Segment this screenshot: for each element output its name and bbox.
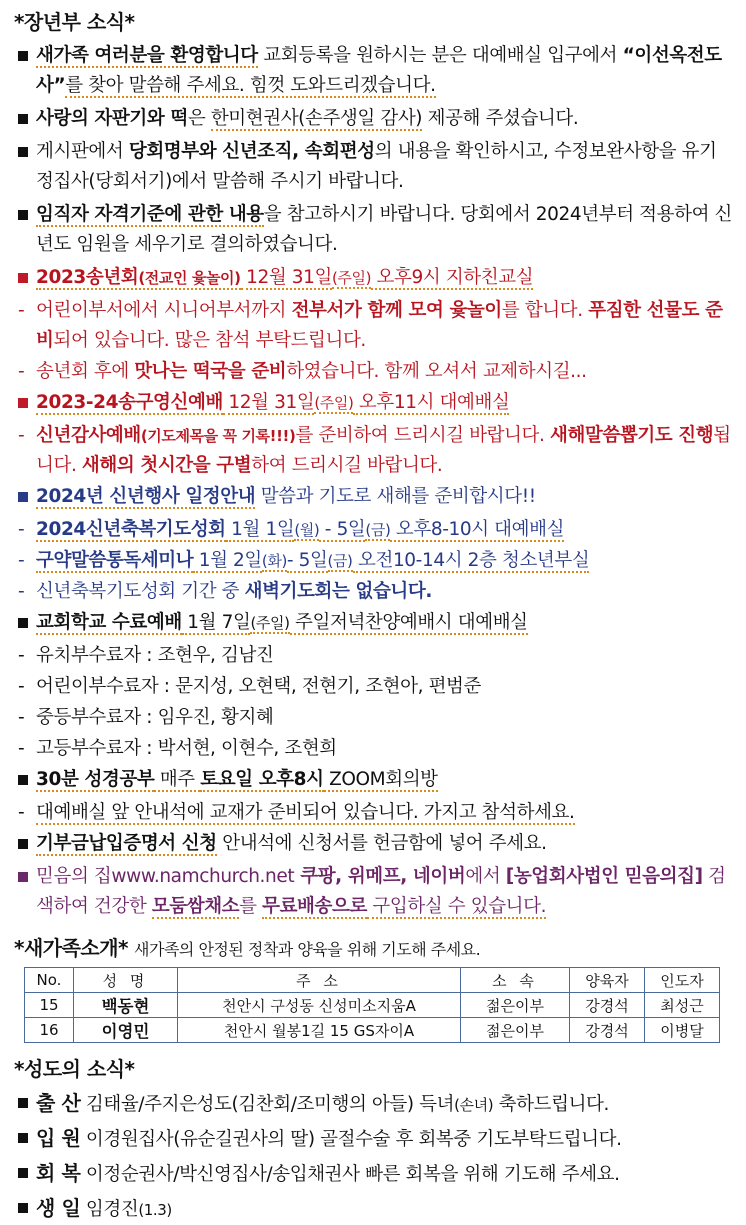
saints-section-title: *성도의 소식*: [14, 1057, 135, 1081]
news-sub-seminar: - 구약말씀통독세미나 1월 2일(화)- 5일(금) 오전10-14시 2층 청소년부실: [18, 550, 590, 571]
news-item-graduation: 교회학교 수료예배 1월 7일(주일) 주일저녁찬양예배시 대예배실: [14, 608, 732, 638]
news-sub-yut: - 어린이부서에서 시니어부서까지 전부서가 함께 모여 윷놀이를 합니다. 푸짐한 선물도 준비되어 있습니다. 많은 참석 부탁드립니다.: [18, 300, 723, 351]
grad-list-item: - 어린이부수료자 : 문지성, 오현택, 전현기, 조현아, 편범준: [18, 676, 482, 697]
grad-list-item: - 유치부수료자 : 조현우, 김남진: [18, 645, 274, 666]
news-sub-thanksgiving: - 신년감사예배(기도제목을 꼭 기록!!!)를 준비하여 드리시길 바랍니다. 새해말씀뽑기도 진행됩니다. 새해의 첫시간을 구별하여 드리시길 바랍니다.: [18, 425, 731, 476]
square-bullet-icon: [18, 273, 28, 283]
news-item-welcome: 새가족 여러분을 환영합니다 교회등록을 원하시는 분은 대예배실 입구에서 “이선옥전도사”를 찾아 말씀해 주세요. 힘껏 도와드리겠습니다.: [14, 41, 732, 101]
news-item-board: 게시판에서 당회명부와 신년조직, 속회편성의 내용을 확인하시고, 수정보완사항을 유기정집사(당회서기)에서 말씀해 주시기 바랍니다.: [14, 137, 732, 197]
table-row: 16 이영민 천안시 월봉1길 15 GS자이A 젊은이부 강경석 이병달: [25, 1018, 720, 1043]
news-item-2024-schedule: 2024년 신년행사 일정안내 말씀과 기도로 새해를 준비합시다!!: [14, 482, 732, 512]
square-bullet-icon: [18, 398, 28, 408]
newfamily-table: [24, 967, 720, 1043]
square-bullet-icon: [18, 618, 28, 628]
newfamily-section-title: *새가족소개* 새가족의 안정된 정착과 양육을 위해 기도해 주세요.: [14, 936, 481, 960]
news-sub-textbook: - 대예배실 앞 안내석에 교재가 준비되어 있습니다. 가지고 참석하세요.: [18, 802, 575, 823]
square-bullet-icon: [18, 775, 28, 785]
grad-list-item: - 중등부수료자 : 임우진, 황지혜: [18, 707, 274, 728]
news-item-yearend-party: 2023송년회(전교인 윷놀이) 12월 31일(주일) 오후9시 지하친교실: [14, 263, 732, 293]
news-sub-prayer-meeting: - 2024신년축복기도성회 1월 1일(월) - 5일(금) 오후8-10시 대예배실: [18, 519, 565, 540]
news-item-donation-receipt: 기부금납입증명서 신청 안내석에 신청서를 헌금함에 넣어 주세요.: [14, 829, 732, 859]
news-section-title: *장년부 소식*: [14, 10, 135, 34]
table-header-row: No. 성 명 주 소 소 속 양육자 인도자: [25, 968, 720, 993]
square-bullet-icon: [18, 114, 28, 124]
news-item-vegetables: 믿음의 집www.namchurch.net 쿠팡, 위메프, 네이버에서 [농업회사법인 믿음의집] 검색하여 건강한 모둠쌈채소를 무료배송으로 구입하실 수 있습니다.: [14, 862, 732, 922]
news-item-newyear-service: 2023-24송구영신예배 12월 31일(주일) 오후11시 대예배실: [14, 388, 732, 418]
square-bullet-icon: [18, 51, 28, 61]
square-bullet-icon: [18, 1203, 28, 1213]
square-bullet-icon: [18, 1133, 28, 1143]
square-bullet-icon: [18, 210, 28, 220]
square-bullet-icon: [18, 872, 28, 882]
table-row: 15 백동현 천안시 구성동 신성미소지움A 젊은이부 강경석 최성근: [25, 993, 720, 1018]
saints-item-birth: 출 산 김태율/주지은성도(김찬회/조미행의 아들) 득녀(손녀) 축하드립니다.: [14, 1088, 732, 1120]
saints-item-hospital: 입 원 이경원집사(유순길권사의 딸) 골절수술 후 회복중 기도부탁드립니다.: [14, 1123, 732, 1155]
news-sub-no-dawn-prayer: - 신년축복기도성회 기간 중 새벽기도회는 없습니다.: [18, 581, 433, 602]
square-bullet-icon: [18, 147, 28, 157]
news-item-officers: 임직자 자격기준에 관한 내용을 참고하시기 바랍니다. 당회에서 2024년부터 적용하여 신년도 임원을 세우기로 결의하였습니다.: [14, 200, 732, 260]
square-bullet-icon: [18, 1098, 28, 1108]
square-bullet-icon: [18, 839, 28, 849]
grad-list-item: - 고등부수료자 : 박서현, 이현수, 조현희: [18, 738, 337, 759]
square-bullet-icon: [18, 492, 28, 502]
saints-item-recovery: 회 복 이정순권사/박신영집사/송입채권사 빠른 회복을 위해 기도해 주세요.: [14, 1158, 732, 1190]
news-item-vending: 사랑의 자판기와 떡은 한미현권사(손주생일 감사) 제공해 주셨습니다.: [14, 104, 732, 134]
square-bullet-icon: [18, 1168, 28, 1178]
news-sub-tteokguk: - 송년회 후에 맛나는 떡국을 준비하였습니다. 함께 오셔서 교제하시길...: [18, 361, 587, 382]
news-item-bible-study: 30분 성경공부 매주 토요일 오후8시 ZOOM회의방: [14, 765, 732, 795]
saints-item-birthday: 생 일 임경진(1.3): [14, 1193, 732, 1225]
